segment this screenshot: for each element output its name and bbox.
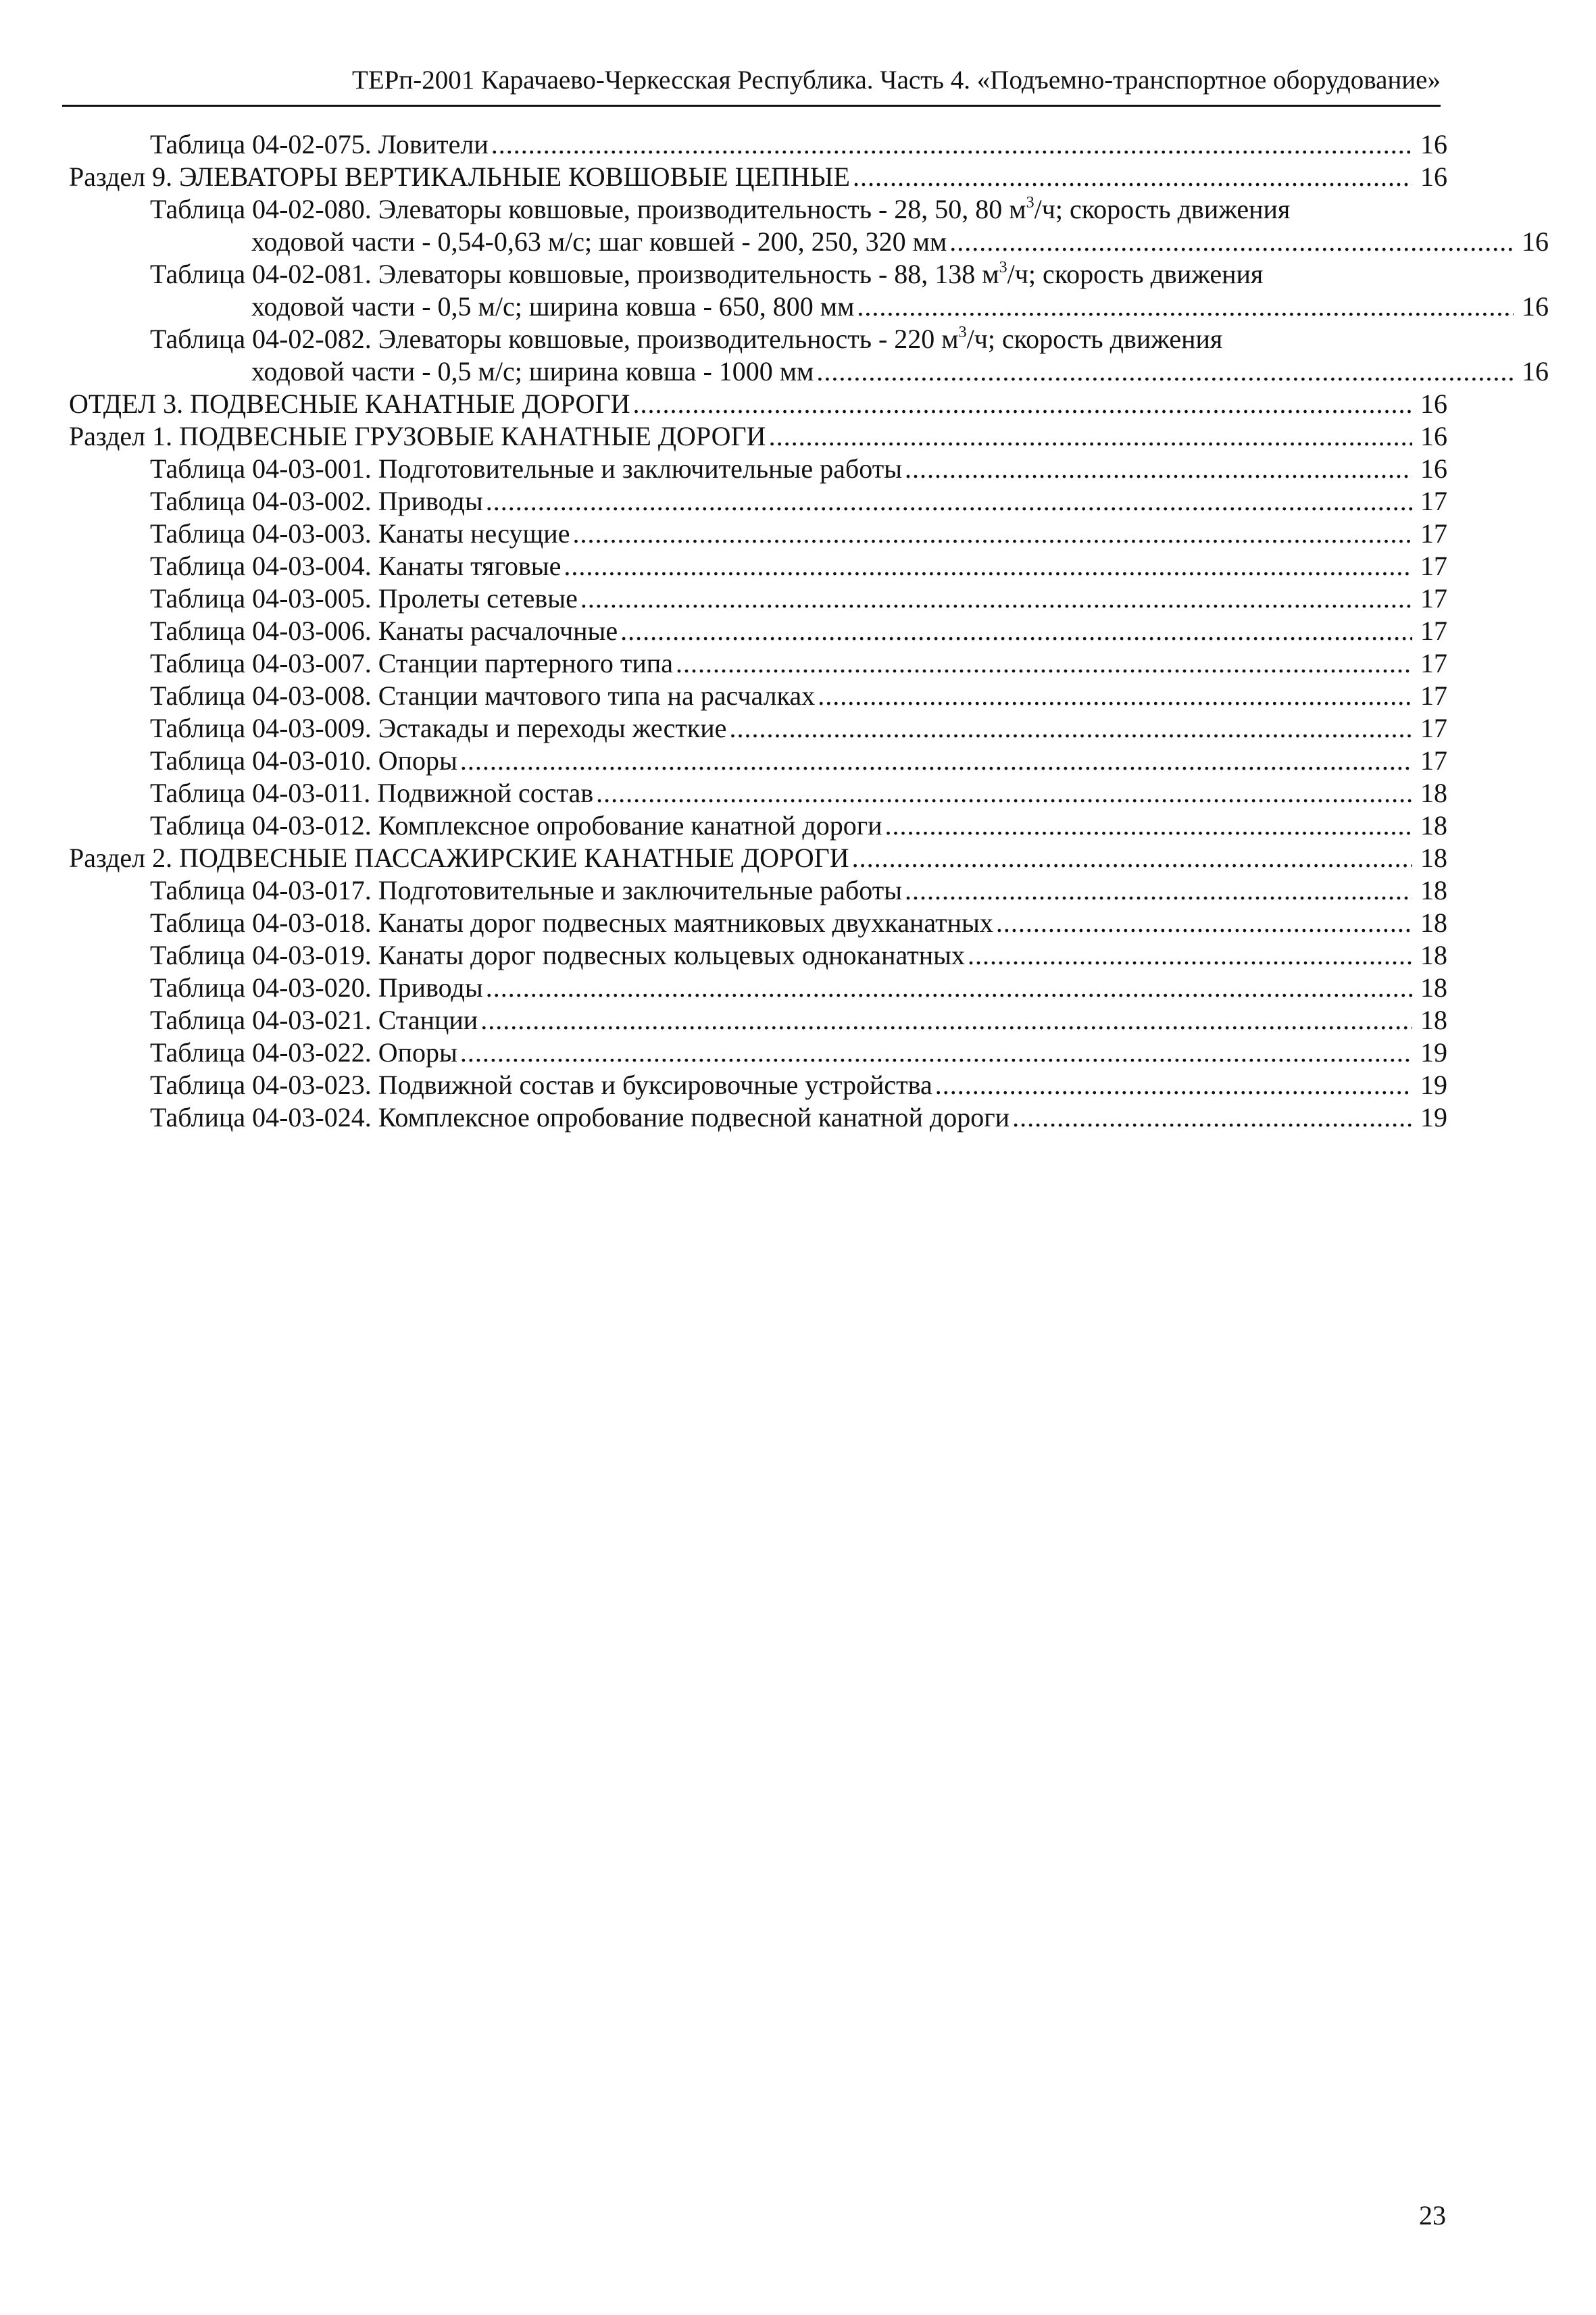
table-of-contents <box>0 128 1596 1134</box>
dot-leader <box>491 128 1412 161</box>
dot-leader <box>729 712 1412 745</box>
toc-entry-title: Таблица 04-03-008. Станции мачтового типа на расчалках <box>150 680 816 711</box>
dot-leader <box>818 680 1412 712</box>
dot-leader <box>852 842 1412 874</box>
toc-entry[interactable] <box>150 810 1596 842</box>
toc-entry[interactable] <box>150 1069 1596 1101</box>
toc-entry-page: 17 <box>1420 583 1447 614</box>
toc-entry-page: 17 <box>1420 648 1447 678</box>
toc-entry[interactable] <box>150 550 1596 582</box>
toc-entry[interactable] <box>150 518 1596 550</box>
toc-entry-title: Таблица 04-03-021. Станции <box>150 1005 478 1035</box>
toc-entry-page: 16 <box>1420 129 1447 159</box>
dot-leader <box>935 1069 1412 1101</box>
dot-leader <box>676 647 1412 680</box>
toc-entry-title: Таблица 04-02-075. Ловители <box>150 129 489 159</box>
toc-entry[interactable] <box>150 777 1596 810</box>
toc-entry[interactable] <box>150 193 1596 258</box>
dot-leader <box>949 226 1514 258</box>
toc-entry-page: 16 <box>1522 356 1549 387</box>
toc-entry-title-line1: Таблица 04-02-082. Элеваторы ковшовые, производительность - 220 $м^3/ч$; скорость движения <box>150 323 1223 354</box>
toc-entry-page: 18 <box>1420 843 1447 873</box>
dot-leader <box>564 550 1412 582</box>
toc-entry-page: 17 <box>1420 518 1447 549</box>
toc-entry[interactable] <box>150 1101 1596 1134</box>
toc-entry-page: 18 <box>1420 1005 1447 1035</box>
toc-entry[interactable] <box>150 485 1596 518</box>
toc-entry-title: Таблица 04-03-001. Подготовительные и заключительные работы <box>150 453 903 484</box>
toc-entry-page: 19 <box>1420 1037 1447 1068</box>
toc-entry[interactable] <box>150 582 1596 615</box>
dot-leader <box>885 810 1412 842</box>
toc-entry-title: Таблица 04-03-024. Комплексное опробование подвесной канатной дороги <box>150 1102 1010 1132</box>
toc-entry-title: ОТДЕЛ 3. ПОДВЕСНЫЕ КАНАТНЫЕ ДОРОГИ <box>69 389 630 419</box>
toc-entry-title: Таблица 04-03-007. Станции партерного типа <box>150 648 673 678</box>
toc-entry-title: Таблица 04-03-023. Подвижной состав и буксировочные устройства <box>150 1070 932 1100</box>
dot-leader <box>460 745 1412 777</box>
toc-entry-title: Таблица 04-03-011. Подвижной состав <box>150 778 594 808</box>
toc-entry-page: 16 <box>1522 226 1549 257</box>
dot-leader <box>1012 1101 1412 1134</box>
toc-entry-title: Таблица 04-03-017. Подготовительные и заключительные работы <box>150 875 903 905</box>
toc-entry-page: 16 <box>1420 421 1447 451</box>
dot-leader <box>857 291 1514 323</box>
dot-leader <box>853 161 1412 193</box>
toc-entry-page: 17 <box>1420 680 1447 711</box>
page-number: 23 <box>1419 2200 1446 2231</box>
toc-entry-page: 18 <box>1420 875 1447 905</box>
toc-entry[interactable] <box>150 680 1596 712</box>
toc-entry[interactable] <box>150 453 1596 485</box>
toc-entry-page: 17 <box>1420 616 1447 646</box>
toc-entry[interactable] <box>150 972 1596 1004</box>
header-divider <box>62 105 1441 107</box>
dot-leader <box>968 939 1412 972</box>
dot-leader <box>905 453 1412 485</box>
dot-leader <box>486 972 1412 1004</box>
toc-entry-title: Таблица 04-03-005. Пролеты сетевые <box>150 583 578 614</box>
toc-entry-title: Таблица 04-03-010. Опоры <box>150 745 457 776</box>
toc-entry-page: 16 <box>1522 291 1549 322</box>
dot-leader <box>620 615 1412 647</box>
toc-entry-title: Раздел 2. ПОДВЕСНЫЕ ПАССАЖИРСКИЕ КАНАТНЫЕ ДОРОГИ <box>69 843 849 873</box>
toc-entry-title: Таблица 04-03-009. Эстакады и переходы жесткие <box>150 713 727 743</box>
toc-section-entry[interactable] <box>69 842 1596 874</box>
toc-entry-page: 16 <box>1420 161 1447 192</box>
toc-entry[interactable] <box>150 1004 1596 1037</box>
dot-leader <box>596 777 1412 810</box>
toc-entry[interactable] <box>150 712 1596 745</box>
toc-entry[interactable] <box>150 1037 1596 1069</box>
toc-entry-title: Таблица 04-03-020. Приводы <box>150 972 483 1003</box>
toc-part-entry[interactable] <box>69 388 1596 420</box>
toc-entry-title-line2: ходовой части - 0,5 м/с; ширина ковша - 1000 мм <box>251 356 814 387</box>
dot-leader <box>905 874 1412 907</box>
toc-entry[interactable] <box>150 745 1596 777</box>
toc-entry-page: 17 <box>1420 745 1447 776</box>
toc-entry[interactable] <box>150 939 1596 972</box>
toc-entry-title: Раздел 1. ПОДВЕСНЫЕ ГРУЗОВЫЕ КАНАТНЫЕ ДОРОГИ <box>69 421 766 451</box>
toc-entry-title: Раздел 9. ЭЛЕВАТОРЫ ВЕРТИКАЛЬНЫЕ КОВШОВЫЕ ЦЕПНЫЕ <box>69 161 850 192</box>
toc-entry[interactable] <box>150 874 1596 907</box>
toc-entry-page: 17 <box>1420 713 1447 743</box>
dot-leader <box>996 907 1412 939</box>
toc-entry-title: Таблица 04-03-006. Канаты расчалочные <box>150 616 618 646</box>
toc-entry-title: Таблица 04-03-019. Канаты дорог подвесных кольцевых одноканатных <box>150 940 965 970</box>
dot-leader <box>460 1037 1412 1069</box>
toc-section-entry[interactable] <box>69 161 1596 193</box>
dot-leader <box>486 485 1412 518</box>
toc-entry-title-line2: ходовой части - 0,5 м/с; ширина ковша - 650, 800 мм <box>251 291 855 322</box>
toc-entry-page: 19 <box>1420 1070 1447 1100</box>
dot-leader <box>769 420 1412 453</box>
toc-entry-title: Таблица 04-03-003. Канаты несущие <box>150 518 570 549</box>
dot-leader <box>580 582 1412 615</box>
toc-entry-page: 18 <box>1420 972 1447 1003</box>
toc-entry[interactable] <box>150 258 1596 323</box>
toc-section-entry[interactable] <box>69 420 1596 453</box>
toc-entry-title: Таблица 04-03-022. Опоры <box>150 1037 457 1068</box>
toc-entry-page: 16 <box>1420 389 1447 419</box>
toc-entry-page: 17 <box>1420 486 1447 516</box>
toc-entry[interactable] <box>150 907 1596 939</box>
toc-entry-page: 19 <box>1420 1102 1447 1132</box>
toc-entry[interactable] <box>150 647 1596 680</box>
toc-entry-page: 17 <box>1420 551 1447 581</box>
toc-entry-title-line2: ходовой части - 0,54-0,63 м/с; шаг ковшей - 200, 250, 320 мм <box>251 226 947 257</box>
toc-entry-page: 16 <box>1420 453 1447 484</box>
toc-entry[interactable] <box>150 323 1596 388</box>
dot-leader <box>632 388 1412 420</box>
toc-entry-title: Таблица 04-03-012. Комплексное опробование канатной дороги <box>150 810 882 841</box>
toc-entry-page: 18 <box>1420 810 1447 841</box>
toc-entry-page: 18 <box>1420 907 1447 938</box>
toc-entry-page: 18 <box>1420 778 1447 808</box>
toc-entry-title: Таблица 04-03-004. Канаты тяговые <box>150 551 562 581</box>
dot-leader <box>572 518 1412 550</box>
running-header: ТЕРп-2001 Карачаево-Черкесская Республика. Часть 4. «Подъемно-транспортное оборудование» <box>352 66 1441 95</box>
dot-leader <box>816 355 1514 388</box>
dot-leader <box>480 1004 1412 1037</box>
toc-entry-title: Таблица 04-03-018. Канаты дорог подвесных маятниковых двухканатных <box>150 907 993 938</box>
toc-entry[interactable] <box>150 615 1596 647</box>
toc-entry-title-line1: Таблица 04-02-081. Элеваторы ковшовые, производительность - 88, 138 $м^3/ч$; скорость движения <box>150 258 1264 289</box>
toc-entry[interactable] <box>150 128 1596 161</box>
toc-entry-title: Таблица 04-03-002. Приводы <box>150 486 483 516</box>
toc-entry-title-line1: Таблица 04-02-080. Элеваторы ковшовые, производительность - 28, 50, 80 $м^3/ч$; скорость движения <box>150 193 1291 224</box>
toc-entry-page: 18 <box>1420 940 1447 970</box>
